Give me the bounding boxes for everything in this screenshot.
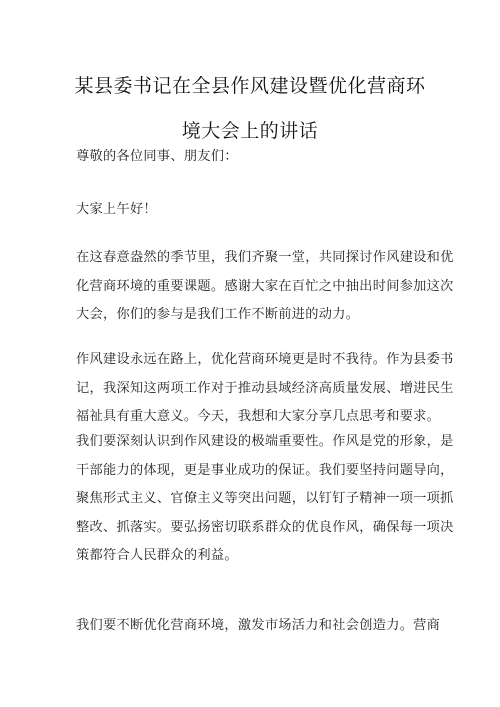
body-paragraph <box>76 346 454 432</box>
text-line: 整改、抓落实。要弘扬密切联系群众的优良作风，确保每一项决 <box>76 519 454 535</box>
greeting-paragraph <box>76 196 428 225</box>
text-line: 大会，你们的参与是我们工作不断前进的动力。 <box>76 307 360 322</box>
body-paragraph <box>76 244 454 330</box>
text-line: 我们要不断优化营商环境，激发市场活力和社会创造力。营商 <box>76 618 441 633</box>
text-line: 化营商环境的重要课题。感谢大家在百忙之中抽出时间参加这次 <box>76 278 454 294</box>
text-line: 大家上午好！ <box>76 202 157 217</box>
text-line: 策都符合人民群众的利益。 <box>76 548 238 563</box>
body-paragraph <box>76 612 441 641</box>
text-line: 干部能力的体现，更是事业成功的保证。我们要坚持问题导向， <box>76 462 454 478</box>
document-title-line-2: 境大会上的讲话 <box>181 120 319 142</box>
text-line: 我们要深刻认识到作风建设的极端重要性。作风是党的形象，是 <box>76 434 454 449</box>
body-paragraph <box>76 428 454 571</box>
document-title-line-1: 某县委书记在全县作风建设暨优化营商环 <box>74 75 426 97</box>
text-line: 作风建设永远在路上，优化营商环境更是时不我待。作为县委书 <box>76 352 454 367</box>
salutation-paragraph <box>76 143 428 172</box>
text-line: 在这春意盎然的季节里，我们齐聚一堂，共同探讨作风建设和优 <box>76 250 454 265</box>
text-line: 记，我深知这两项工作对于推动县域经济高质量发展、增进民生 <box>76 380 454 396</box>
text-line: 尊敬的各位同事、朋友们： <box>76 149 238 164</box>
text-line: 聚焦形式主义、官僚主义等突出问题，以钉钉子精神一项一项抓 <box>76 491 454 506</box>
text-line: 福祉具有重大意义。今天，我想和大家分享几点思考和要求。 <box>76 409 441 424</box>
